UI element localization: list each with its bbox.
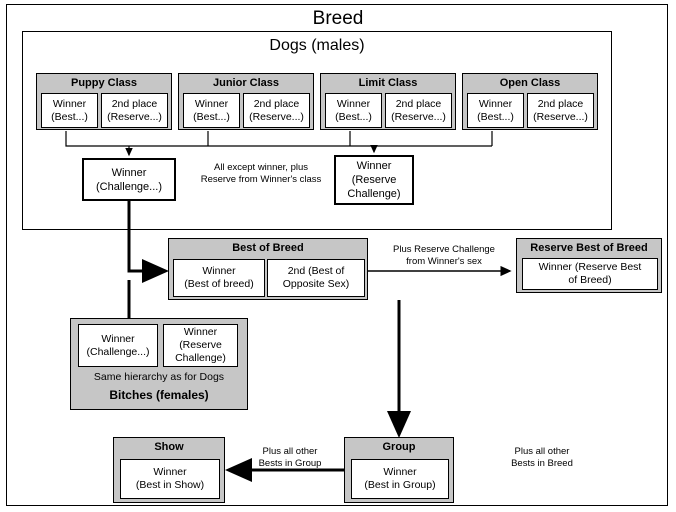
reserve-best-of-breed-note-line2: from Winner's sex	[406, 256, 482, 267]
class-winner-box	[467, 93, 524, 128]
group-winner-line2: (Best in Group)	[364, 479, 436, 491]
show-title: Show	[154, 441, 184, 453]
best-of-breed-second-line1: 2nd (Best of	[287, 265, 345, 277]
show-panel	[113, 437, 225, 503]
class-title: Limit Class	[358, 77, 418, 89]
group-winner-box	[351, 459, 449, 499]
reserve-best-of-breed-title: Reserve Best of Breed	[530, 242, 648, 254]
show-note-line2: Bests in Group	[258, 458, 322, 469]
best-of-breed-title: Best of Breed	[232, 242, 304, 254]
class-winner-box	[183, 93, 240, 128]
dogs-reserve-challenge-line3: Challenge)	[347, 188, 401, 200]
group-note-line2: Bests in Breed	[511, 458, 573, 469]
class-panel-limit	[320, 73, 456, 130]
bitches-panel	[70, 318, 248, 410]
reserve-challenge-note-line1: All except winner, plus	[214, 162, 308, 173]
best-of-breed-winner-line2: (Best of breed)	[184, 278, 254, 290]
show-note	[238, 446, 342, 470]
best-of-breed-winner-box	[173, 259, 265, 297]
dogs-challenge-line2: (Challenge...)	[95, 180, 163, 193]
class-winner-line2: (Best...)	[477, 110, 514, 123]
best-of-breed-winner-line1: Winner	[202, 265, 236, 277]
group-note-line1: Plus all other	[514, 446, 570, 457]
reserve-challenge-note-line2: Reserve from Winner's class	[200, 174, 322, 185]
bitches-reserve-challenge-box	[163, 324, 238, 367]
class-second-line1: 2nd place	[253, 97, 300, 110]
dogs-challenge-line1: Winner	[111, 166, 147, 179]
class-title: Junior Class	[212, 77, 280, 89]
class-second-box	[527, 93, 594, 128]
dogs-challenge-winner-box	[82, 158, 176, 201]
dogs-reserve-challenge-line1: Winner	[356, 160, 392, 172]
best-of-breed-panel	[168, 238, 368, 300]
class-second-box	[101, 93, 168, 128]
best-of-breed-second-line2: Opposite Sex)	[282, 278, 350, 290]
class-winner-line2: (Best...)	[335, 110, 372, 123]
class-winner-line2: (Best...)	[193, 110, 230, 123]
dogs-section-label: Dogs (males)	[269, 37, 365, 54]
show-winner-box	[120, 459, 220, 499]
class-winner-line1: Winner	[336, 97, 371, 110]
reserve-best-of-breed-winner-line1: Winner (Reserve Best	[538, 261, 642, 273]
bitches-challenge-box	[78, 324, 158, 367]
group-title: Group	[382, 441, 416, 453]
class-winner-line2: (Best...)	[51, 110, 88, 123]
bitches-challenge-line1: Winner	[101, 332, 135, 345]
class-panel-puppy	[36, 73, 172, 130]
class-second-line1: 2nd place	[537, 97, 584, 110]
bitches-label: Bitches (females)	[109, 388, 209, 402]
bitches-note: Same hierarchy as for Dogs	[93, 371, 225, 383]
class-second-line2: (Reserve...)	[107, 110, 162, 123]
group-winner-line1: Winner	[383, 466, 417, 478]
dogs-reserve-challenge-box	[334, 155, 414, 205]
class-winner-box	[41, 93, 98, 128]
group-panel	[344, 437, 454, 503]
show-winner-line2: (Best in Show)	[135, 479, 205, 491]
class-winner-line1: Winner	[478, 97, 513, 110]
class-winner-line1: Winner	[194, 97, 229, 110]
class-title: Puppy Class	[70, 77, 138, 89]
class-winner-line1: Winner	[52, 97, 87, 110]
class-title: Open Class	[499, 77, 561, 89]
class-second-line2: (Reserve...)	[391, 110, 446, 123]
show-note-line1: Plus all other	[262, 446, 318, 457]
reserve-challenge-note	[188, 162, 334, 186]
class-winner-box	[325, 93, 382, 128]
bitches-challenge-line2: (Challenge...)	[86, 345, 150, 358]
bitches-reserve-challenge-line3: Challenge)	[175, 352, 226, 364]
class-second-line1: 2nd place	[111, 97, 158, 110]
class-second-line2: (Reserve...)	[533, 110, 588, 123]
bitches-reserve-challenge-line1: Winner	[183, 326, 218, 338]
show-winner-line1: Winner	[153, 466, 187, 478]
group-note	[482, 446, 602, 470]
class-second-box	[243, 93, 310, 128]
reserve-best-of-breed-note-line1: Plus Reserve Challenge	[393, 244, 495, 255]
reserve-best-of-breed-winner-box	[522, 258, 658, 290]
class-second-line2: (Reserve...)	[249, 110, 304, 123]
class-second-box	[385, 93, 452, 128]
reserve-best-of-breed-panel	[516, 238, 662, 293]
best-of-breed-second-box	[267, 259, 365, 297]
class-second-line1: 2nd place	[395, 97, 442, 110]
class-panel-open	[462, 73, 598, 130]
page-title: Breed	[312, 8, 364, 29]
class-panel-junior	[178, 73, 314, 130]
dogs-reserve-challenge-line2: (Reserve	[351, 174, 397, 186]
reserve-best-of-breed-note	[374, 244, 514, 268]
bitches-reserve-challenge-line2: (Reserve	[179, 339, 222, 351]
reserve-best-of-breed-winner-line2: of Breed)	[568, 274, 612, 286]
